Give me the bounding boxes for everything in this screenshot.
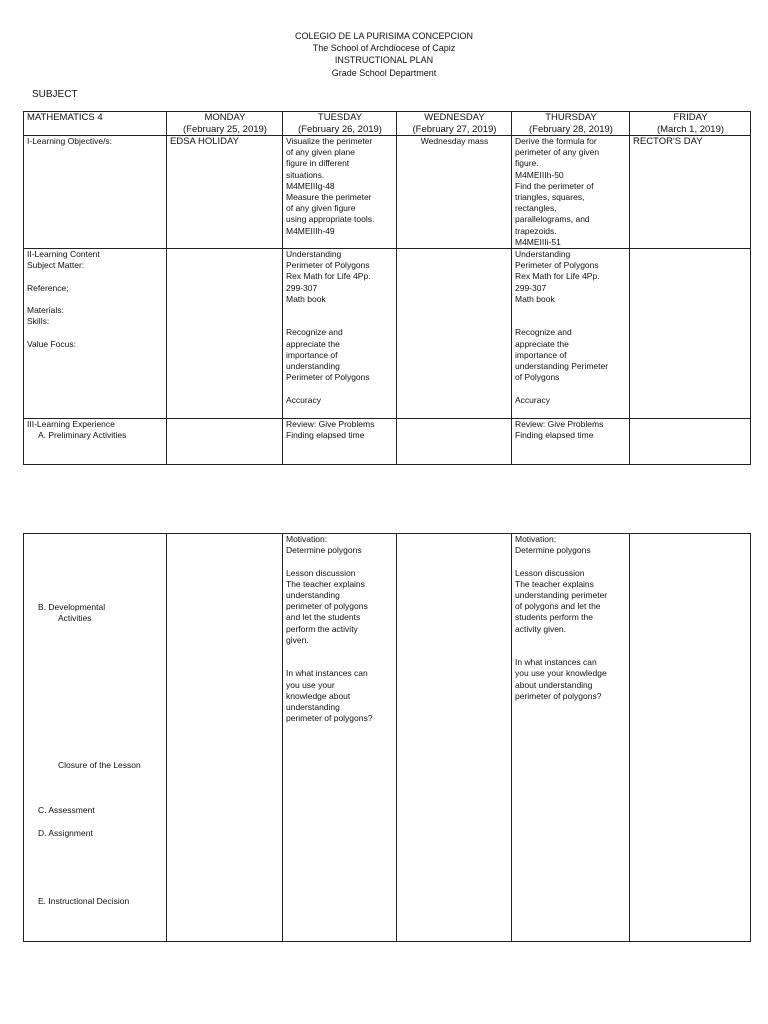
wednesday-objective: Wednesday mass xyxy=(397,136,512,249)
cell-line: appreciate the xyxy=(515,338,569,349)
cell-line xyxy=(27,294,164,305)
activities-row xyxy=(24,534,751,942)
cell-line: Subject Matter: xyxy=(27,260,85,271)
cell-line: understanding perimeter xyxy=(515,590,608,600)
day-friday: FRIDAY (March 1, 2019) xyxy=(630,112,751,136)
day-monday: MONDAY (February 25, 2019) xyxy=(167,112,283,136)
cell-line: appreciate the xyxy=(286,338,340,349)
cell-line: Perimeter of Polygons xyxy=(286,372,370,383)
cell-line xyxy=(515,305,627,316)
cell-line: of Polygons xyxy=(515,372,560,383)
cell-line: perform the activity xyxy=(286,623,358,634)
cell-line: Visualize the perimeter xyxy=(286,136,373,146)
cell-line: knowledge about xyxy=(286,690,351,701)
cell-line: 299-307 xyxy=(286,282,318,293)
friday-activities xyxy=(630,534,751,942)
friday-content xyxy=(630,249,751,419)
department-line: Grade School Department xyxy=(331,68,437,78)
cell-line: Derive the formula for xyxy=(515,136,597,146)
cell-line: perimeter of any given xyxy=(515,147,600,158)
content-row xyxy=(24,249,751,419)
wednesday-experience xyxy=(397,419,512,465)
cell-line: Value Focus: xyxy=(27,338,76,349)
cell-line: of any given figure xyxy=(286,203,356,214)
cell-line: Determine polygons xyxy=(286,545,362,556)
decision-label: E. Instructional Decision xyxy=(38,896,130,906)
cell-line: Understanding xyxy=(515,249,571,260)
cell-line: Find the perimeter of xyxy=(515,180,594,191)
tuesday-content xyxy=(283,249,397,419)
cell-line: importance of xyxy=(286,349,338,360)
cell-line: students perform the xyxy=(515,612,593,623)
cell-line: M4MEIIIg-48 xyxy=(286,180,335,191)
cell-line: of any given plane xyxy=(286,147,355,158)
cell-line xyxy=(27,271,164,282)
tuesday-activities xyxy=(283,534,397,942)
archdiocese-line: The School of Archdiocese of Capiz xyxy=(312,43,456,53)
cell-line: II-Learning Content xyxy=(27,249,100,260)
cell-line: Materials: xyxy=(27,305,64,316)
cell-line xyxy=(27,327,164,338)
objectives-label: I-Learning Objective/s: xyxy=(24,136,167,249)
cell-line: Lesson discussion xyxy=(515,567,585,578)
cell-line: M4MEIIIh-50 xyxy=(515,169,564,180)
closure-label: Closure of the Lesson xyxy=(58,760,141,770)
monday-objective: EDSA HOLIDAY xyxy=(167,136,283,249)
cell-line: The teacher explains xyxy=(286,578,365,589)
cell-line: Perimeter of Polygons xyxy=(286,260,370,271)
assignment-label: D. Assignment xyxy=(38,828,93,838)
friday-objective: RECTOR'S DAY xyxy=(630,136,751,249)
preliminary-label: A. Preliminary Activities xyxy=(38,430,127,441)
cell-line: parallelograms, and xyxy=(515,214,590,225)
cell-line: about understanding xyxy=(515,679,593,690)
cell-line: In what instances can xyxy=(515,657,597,668)
monday-experience xyxy=(167,419,283,465)
cell-line xyxy=(286,646,394,657)
cell-line xyxy=(515,646,627,657)
day-header-row xyxy=(24,112,751,136)
cell-line: triangles, squares, xyxy=(515,192,585,203)
cell-line: M4MEIIIi-51 xyxy=(515,236,561,247)
cell-line xyxy=(286,316,394,327)
activities-labels-cell xyxy=(24,534,167,942)
developmental-label-1: B. Developmental xyxy=(38,602,106,612)
cell-line: M4MEIIIh-49 xyxy=(286,225,335,236)
cell-line: Lesson discussion xyxy=(286,567,356,578)
thursday-objectives xyxy=(512,136,630,249)
cell-line: perimeter of polygons? xyxy=(515,690,602,701)
assessment-label: C. Assessment xyxy=(38,805,95,815)
cell-line: Skills: xyxy=(27,316,50,327)
cell-line: importance of xyxy=(515,349,567,360)
experience-labels xyxy=(24,419,167,465)
school-name: COLEGIO DE LA PURISIMA CONCEPCION xyxy=(294,31,474,41)
developmental-label-2: Activities xyxy=(58,613,92,623)
tuesday-objectives xyxy=(283,136,397,249)
friday-experience xyxy=(630,419,751,465)
cell-line: Motivation: xyxy=(286,534,328,544)
cell-line: Accuracy xyxy=(515,394,550,405)
cell-line: activity given. xyxy=(515,623,567,634)
cell-line: understanding xyxy=(286,361,340,372)
cell-line xyxy=(515,556,627,567)
cell-line xyxy=(515,635,627,646)
cell-line: Math book xyxy=(286,293,326,304)
monday-activities xyxy=(167,534,283,942)
thursday-activities xyxy=(512,534,630,942)
cell-line: Review: Give Problems xyxy=(515,419,604,430)
cell-line: and let the students xyxy=(286,612,361,623)
wednesday-activities xyxy=(397,534,512,942)
experience-label: III-Learning Experience xyxy=(27,419,115,430)
monday-content xyxy=(167,249,283,419)
cell-line: In what instances can xyxy=(286,668,368,679)
cell-line: Review: Give Problems xyxy=(286,419,375,430)
cell-line: you use your xyxy=(286,679,335,690)
cell-line: Rex Math for Life 4Pp. xyxy=(286,271,371,282)
cell-line: Measure the perimeter xyxy=(286,192,372,203)
cell-line xyxy=(286,305,394,316)
cell-line: Perimeter of Polygons xyxy=(515,260,599,271)
day-thursday: THURSDAY (February 28, 2019) xyxy=(512,112,630,136)
day-tuesday: TUESDAY (February 26, 2019) xyxy=(283,112,397,136)
tuesday-experience xyxy=(283,419,397,465)
subject-cell: MATHEMATICS 4 xyxy=(24,112,167,136)
cell-line: understanding xyxy=(286,702,340,712)
cell-line: Rex Math for Life 4Pp. xyxy=(515,271,600,282)
cell-line: Recognize and xyxy=(515,327,572,338)
cell-line: given. xyxy=(286,634,309,645)
cell-line: of polygons and let the xyxy=(515,601,601,612)
plan-title: INSTRUCTIONAL PLAN xyxy=(334,55,434,65)
cell-line: Finding elapsed time xyxy=(515,430,594,441)
cell-line: Motivation: xyxy=(515,534,557,544)
cell-line: perimeter of polygons xyxy=(286,601,368,612)
cell-line xyxy=(515,316,627,327)
plan-table-2 xyxy=(23,533,751,942)
cell-line: Reference; xyxy=(27,282,69,293)
cell-line: The teacher explains xyxy=(515,578,594,589)
cell-line: perimeter of polygons? xyxy=(286,713,373,724)
cell-line: Recognize and xyxy=(286,327,343,338)
cell-line: understanding Perimeter xyxy=(515,361,609,372)
plan-table-1 xyxy=(23,111,751,465)
cell-line xyxy=(286,556,394,567)
cell-line: figure. xyxy=(515,158,539,169)
thursday-experience xyxy=(512,419,630,465)
cell-line: using appropriate tools. xyxy=(286,214,375,225)
cell-line xyxy=(286,657,394,668)
cell-line xyxy=(286,383,394,394)
cell-line: situations. xyxy=(286,169,325,180)
cell-line: Math book xyxy=(515,293,555,304)
cell-line: you use your knowledge xyxy=(515,668,607,679)
subject-label: SUBJECT xyxy=(32,89,78,100)
cell-line: rectangles, xyxy=(515,203,557,214)
cell-line: Accuracy xyxy=(286,394,321,405)
wednesday-content xyxy=(397,249,512,419)
cell-line: understanding xyxy=(286,590,340,600)
cell-line: Understanding xyxy=(286,249,342,260)
objectives-row xyxy=(24,136,751,249)
experience-row xyxy=(24,419,751,465)
cell-line: figure in different xyxy=(286,158,350,169)
thursday-content xyxy=(512,249,630,419)
cell-line: trapezoids. xyxy=(515,225,557,236)
content-labels xyxy=(24,249,167,419)
cell-line xyxy=(515,383,627,394)
cell-line: Finding elapsed time xyxy=(286,430,365,441)
cell-line: 299-307 xyxy=(515,282,547,293)
cell-line: Determine polygons xyxy=(515,545,591,556)
day-wednesday: WEDNESDAY (February 27, 2019) xyxy=(397,112,512,136)
